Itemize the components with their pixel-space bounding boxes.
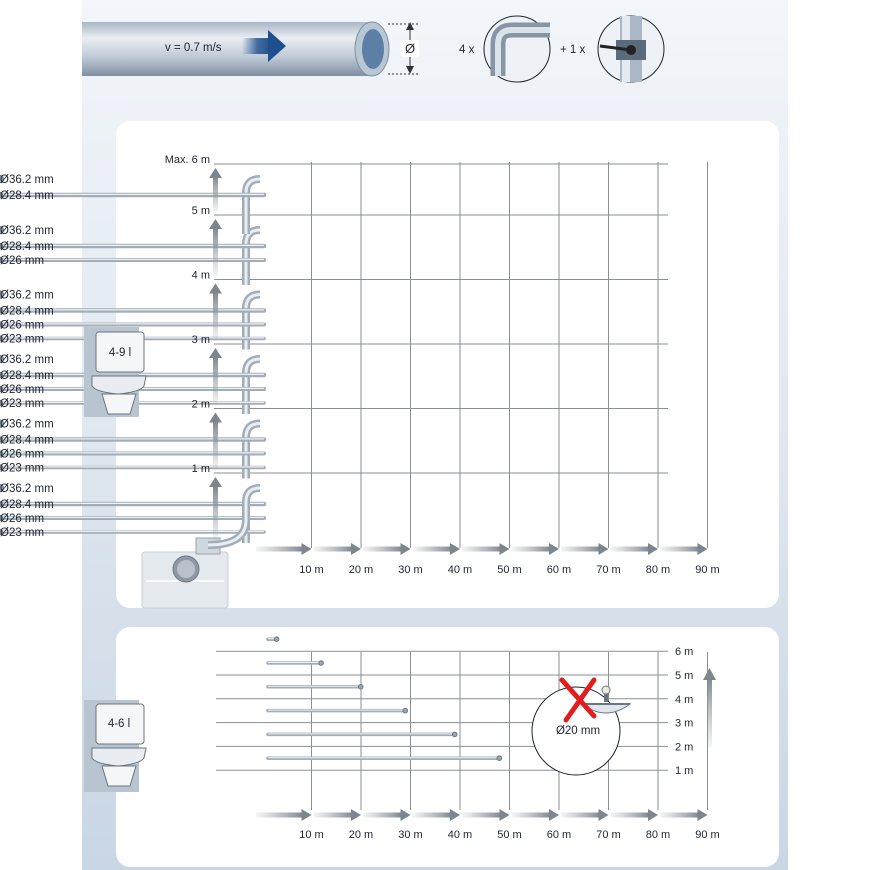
chart1-length-arrow-shaft <box>413 547 453 552</box>
chart1-x-tick-label: 80 m <box>645 564 671 576</box>
capacity-label-1: 4-9 l <box>108 347 132 359</box>
chart1-y-tick-label: 1 m <box>191 463 210 475</box>
chart1-height-arrow-shaft <box>213 227 218 277</box>
chart1-x-tick-label: 20 m <box>348 564 374 576</box>
chart1-y-tick-label: 2 m <box>191 398 210 411</box>
chart2-length-arrow-head <box>401 809 411 821</box>
chart2-x-tick-label: 20 m <box>348 829 374 841</box>
elbow-count-label: 4 x <box>459 44 475 56</box>
chart1-pipe-label: Ø28.4 mm <box>0 190 54 202</box>
chart1-length-arrow-shaft <box>660 547 700 552</box>
chart1-length-arrow-head <box>401 543 411 555</box>
chart1-length-arrow-shaft <box>462 547 502 552</box>
chart2-pipe-end-cap <box>497 756 502 761</box>
chart1-length-arrow-head <box>450 543 460 555</box>
chart1-height-arrow-head <box>209 168 222 178</box>
chart2-y-tick-label: 1 m <box>675 765 694 778</box>
flow-arrow-shaft <box>242 38 272 54</box>
chart1-length-arrow-shaft <box>314 547 354 552</box>
chart2-length-arrows <box>256 668 716 821</box>
chart1-pipe-label: Ø23 mm <box>0 333 45 346</box>
chart2-length-arrow-head <box>698 809 708 821</box>
chart1-y-tick-label: Max. 6 m <box>164 154 210 166</box>
chart1-pipe-label: Ø28.4 mm <box>0 305 54 318</box>
chart1-x-tick-label: 40 m <box>447 564 473 576</box>
chart2-length-arrow-head <box>450 809 460 821</box>
chart1-pipe-label: Ø28.4 mm <box>0 241 54 253</box>
chart2-length-arrow-shaft <box>611 813 651 818</box>
chart1-pipe-label: Ø36.2 mm <box>0 174 54 186</box>
chart2-pipe-end-cap <box>452 732 457 737</box>
chart1-height-arrow-shaft <box>213 292 218 342</box>
chart1-length-arrow-shaft <box>561 547 601 552</box>
velocity-label: v = 0.7 m/s <box>165 42 222 54</box>
chart2-height-arrow-shaft <box>707 676 712 748</box>
chart2-x-tick-label: 70 m <box>596 829 621 841</box>
header-pipe-illustration <box>82 22 419 76</box>
chart1-pipe-label: Ø28.4 mm <box>0 499 54 511</box>
chart1-pipe-label: Ø26 mm <box>0 255 45 267</box>
chart1-length-arrow-shaft <box>256 547 304 552</box>
chart2-length-arrow-head <box>351 809 361 821</box>
chart1-height-arrow-head <box>209 284 222 294</box>
chart2-y-tick-label: 2 m <box>675 741 694 754</box>
toilet-icon-2 <box>84 700 146 792</box>
chart1-height-arrow-head <box>209 413 222 423</box>
chart2-pipe-end-cap <box>319 661 324 666</box>
chart1-height-arrow-shaft <box>213 356 218 406</box>
check-valve-icon <box>598 16 664 82</box>
chart2-y-tick-label: 6 m <box>675 646 694 659</box>
chart1-height-arrow-head <box>209 348 222 358</box>
chart2-length-arrow-shaft <box>660 813 700 818</box>
chart1-pipe-label: Ø23 mm <box>0 398 45 410</box>
capacity-label-2: 4-6 l <box>107 718 131 730</box>
chart2-y-tick-label: 4 m <box>675 693 694 706</box>
chart1-pipe-label: Ø26 mm <box>0 319 45 332</box>
chart1-length-arrow-shaft <box>363 547 403 552</box>
chart1-x-tick-label: 10 m <box>299 564 324 576</box>
chart2-grid <box>216 651 708 810</box>
chart1-y-tick-label: 3 m <box>191 334 210 346</box>
chart2-x-tick-label: 40 m <box>447 829 473 841</box>
chart1-length-arrow-head <box>549 543 559 555</box>
chart1-x-tick-label: 50 m <box>497 564 522 576</box>
chart1-height-arrow-shaft <box>213 421 218 471</box>
chart2-y-tick-label: 5 m <box>675 670 694 682</box>
chart1-y-tick-label: 5 m <box>191 205 210 217</box>
chart1-length-arrow-head <box>500 543 510 555</box>
chart1-pipe-label: Ø36.2 mm <box>0 289 54 302</box>
excluded-diameter-label: Ø20 mm <box>555 725 601 737</box>
chart1-pipe-label: Ø23 mm <box>0 462 45 475</box>
chart2-height-arrow-head <box>703 668 716 680</box>
chart1-pipe-label: Ø26 mm <box>0 448 45 461</box>
chart2-pipe-end-cap <box>274 637 279 642</box>
main-pipe-body <box>82 22 372 76</box>
chart2-length-arrow-head <box>599 809 609 821</box>
chart2-length-arrow-head <box>549 809 559 821</box>
chart2-length-arrow-head <box>500 809 510 821</box>
chart1-pipe-label: Ø36.2 mm <box>0 418 54 431</box>
dimension-arrow-bottom <box>406 66 414 74</box>
chart2-x-tick-label: 10 m <box>299 829 324 841</box>
chart1-x-tick-label: 60 m <box>546 564 572 576</box>
chart2-length-arrow-shaft <box>314 813 354 818</box>
chart1-length-arrow-head <box>302 543 312 555</box>
chart1-x-tick-label: 70 m <box>596 564 621 576</box>
chart2-length-arrow-shaft <box>413 813 453 818</box>
chart1-height-arrow-shaft <box>213 176 218 212</box>
chart2-x-tick-label: 50 m <box>497 829 522 841</box>
chart2-length-arrow-shaft <box>256 813 304 818</box>
chart1-height-arrow-head <box>209 219 222 229</box>
chart2-length-arrow-shaft <box>462 813 502 818</box>
chart1-pipe-label: Ø23 mm <box>0 527 45 539</box>
chart2-x-tick-label: 60 m <box>546 829 572 841</box>
chart1-pipe-label: Ø28.4 mm <box>0 434 54 447</box>
chart2-y-tick-label: 3 m <box>675 717 694 730</box>
chart1-height-arrow-head <box>209 477 222 487</box>
toilet-icon-1 <box>84 327 146 417</box>
chart1-pipe-label: Ø36.2 mm <box>0 354 54 366</box>
chart2-x-tick-label: 80 m <box>645 829 671 841</box>
chart2-length-arrow-shaft <box>561 813 601 818</box>
chart1-y-tick-label: 4 m <box>191 269 210 282</box>
chart2-length-arrow-shaft <box>363 813 403 818</box>
chart1-pipe-label: Ø26 mm <box>0 384 45 396</box>
dimension-arrow-top <box>406 22 414 30</box>
diameter-symbol: Ø <box>404 41 416 56</box>
pipe-opening <box>362 29 384 69</box>
chart1-length-arrow-head <box>698 543 708 555</box>
chart1-x-tick-label: 90 m <box>695 564 720 576</box>
chart2-length-arrow-head <box>302 809 312 821</box>
chart1-x-tick-label: 30 m <box>398 564 423 576</box>
chart1-height-arrow-shaft <box>213 485 218 540</box>
chart1-pipe-label: Ø28.4 mm <box>0 370 54 382</box>
chart2-x-tick-label: 30 m <box>398 829 423 841</box>
chart2-x-tick-label: 90 m <box>695 829 720 841</box>
chart1-length-arrow-head <box>599 543 609 555</box>
chart1-length-arrow-shaft <box>512 547 552 552</box>
chart1-pipe-label: Ø36.2 mm <box>0 225 54 237</box>
chart1-length-arrow-shaft <box>611 547 651 552</box>
chart2-pipe-end-cap <box>403 708 408 713</box>
chart1-length-arrow-head <box>351 543 361 555</box>
chart1-length-arrow-head <box>648 543 658 555</box>
chart2-pipe-end-cap <box>358 685 363 690</box>
chart1-pipe-label: Ø26 mm <box>0 513 45 525</box>
chart2-length-arrow-head <box>648 809 658 821</box>
chart2-length-arrow-shaft <box>512 813 552 818</box>
chart1-pipe-label: Ø36.2 mm <box>0 483 54 495</box>
valve-count-label: + 1 x <box>560 44 586 56</box>
elbow-icon <box>484 16 550 82</box>
